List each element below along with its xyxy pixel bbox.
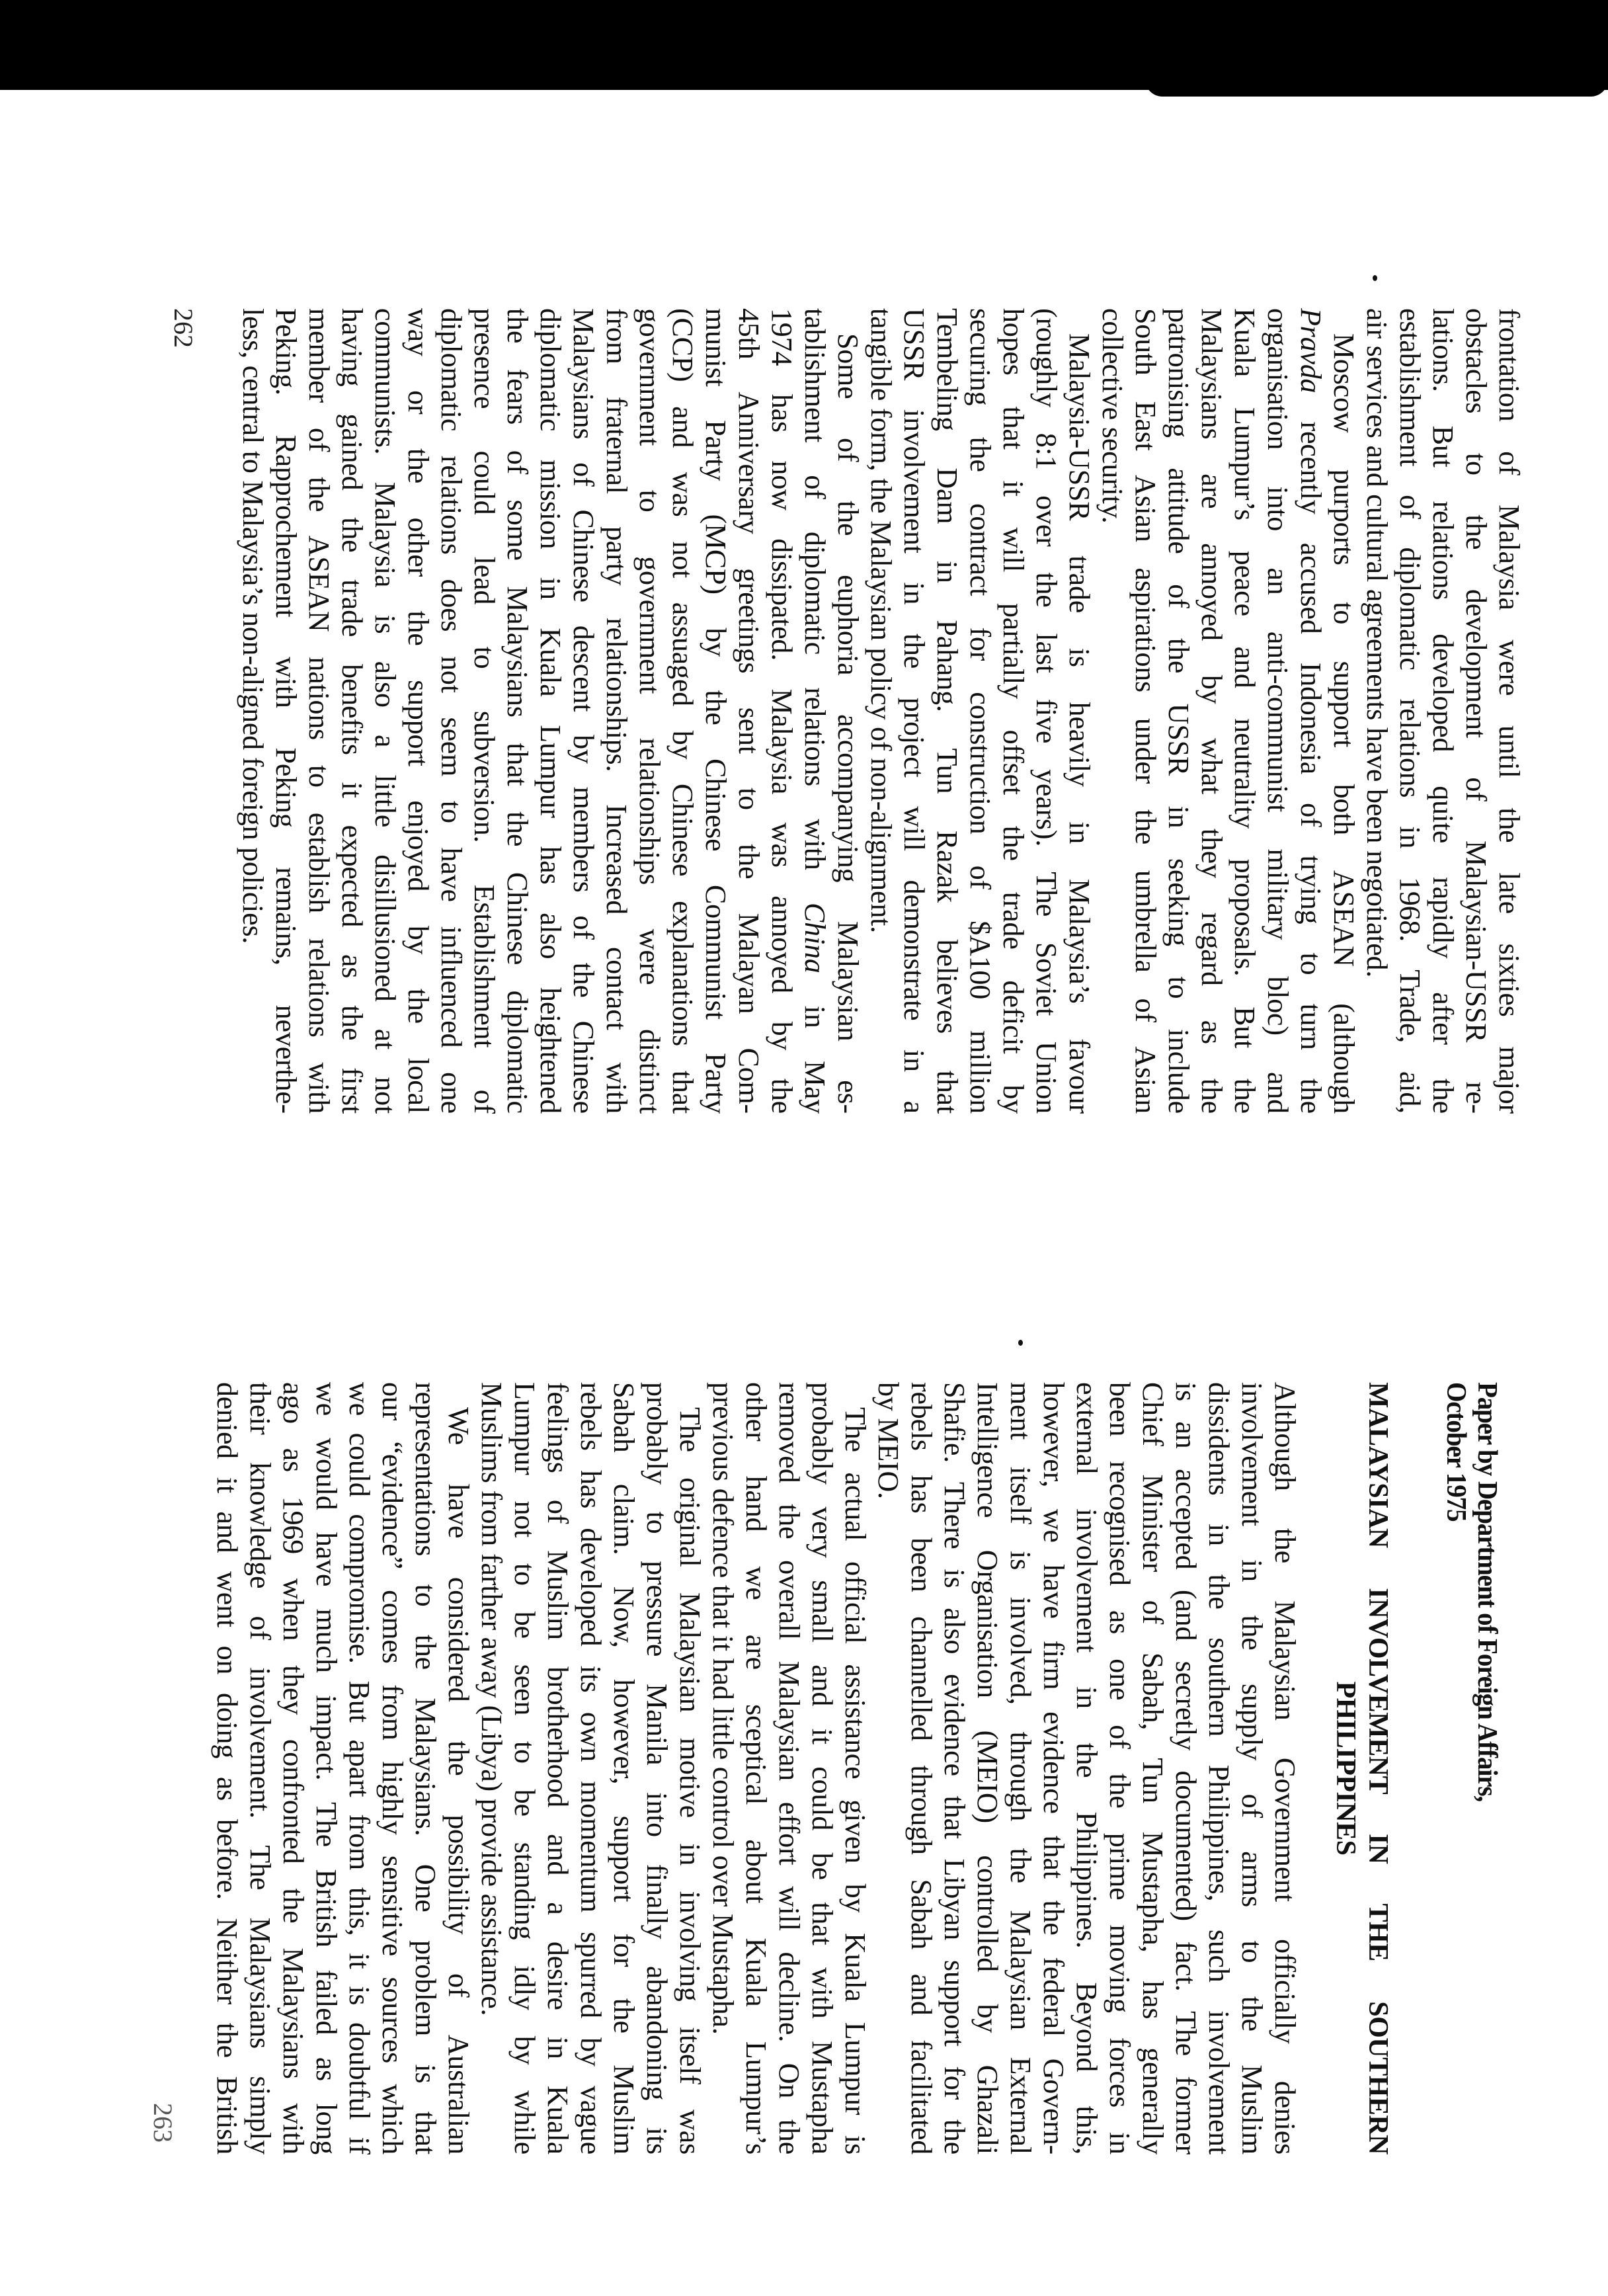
- text-segment: Intelligence Organisation (MEIO) controlled by Ghazali: [971, 1382, 1004, 2154]
- text-line: [567, 308, 600, 1114]
- text-segment: the fears of some Malaysians that the Chinese diplomatic: [501, 308, 534, 1114]
- text-line: [607, 1382, 640, 2154]
- text-segment: USSR involvement in the project will demonstrate in a: [898, 308, 930, 1114]
- text-line: [871, 1382, 904, 2154]
- article-body: [210, 1382, 1301, 2154]
- page-number-right: 263: [148, 2103, 178, 2143]
- text-segment: is an accepted (and secretly documented) fact. The former: [1170, 1382, 1202, 2154]
- text-segment: ment itself is involved, through the Malaysian External: [1004, 1382, 1037, 2154]
- text-segment: Peking. Rapprochement with Peking remains, neverthe-: [270, 308, 302, 1114]
- text-segment: by MEIO.: [872, 1382, 904, 1499]
- text-segment: Moscow purports to support both ASEAN (although: [1328, 333, 1360, 1114]
- text-segment: denied it and went on doing as before. Neither the British: [211, 1382, 243, 2154]
- text-line: [1096, 308, 1129, 1114]
- text-line: [1459, 308, 1492, 1114]
- text-line: [963, 308, 996, 1114]
- text-line: [210, 1382, 243, 2154]
- text-line: [739, 1382, 772, 2154]
- text-line: [904, 1382, 938, 2154]
- byline-date: October 1975: [1441, 1382, 1471, 1522]
- text-segment: lations. But relations developed quite rapidly after the: [1427, 308, 1459, 1114]
- text-line: [1393, 308, 1426, 1114]
- text-segment: less, central to Malaysia’s non-aligned foreign policies.: [237, 308, 269, 944]
- text-line: [1004, 1382, 1037, 2154]
- text-line: [772, 1382, 805, 2154]
- text-segment: from fraternal party relationships. Increased contact with: [600, 308, 633, 1114]
- text-segment: been recognised as one of the prime moving forces in: [1104, 1382, 1136, 2154]
- page-number-left: 262: [169, 308, 198, 348]
- text-line: [699, 308, 732, 1114]
- text-segment: we would have much impact. The British failed as long: [310, 1382, 342, 2154]
- text-segment: Although the Malaysian Government officially denies: [1269, 1382, 1301, 2154]
- text-line: [1103, 1382, 1136, 2154]
- text-line: [897, 308, 930, 1114]
- text-segment: securing the contract for construction of $A100 million: [964, 308, 996, 1114]
- text-segment: feelings of Muslim brotherhood and a desire in Kuala: [542, 1382, 574, 2154]
- text-segment: other hand we are sceptical about Kuala Lumpur’s: [740, 1382, 772, 2154]
- text-line: [971, 1382, 1004, 2154]
- byline: Paper by Department of Foreign Affairs,: [1472, 1382, 1502, 1802]
- text-segment: rebels has been channelled through Sabah and facilitated: [905, 1382, 938, 2154]
- text-line: [864, 308, 897, 1114]
- text-line: [1268, 1382, 1301, 2154]
- text-segment: communists. Malaysia is also a little disillusioned at not: [369, 308, 401, 1114]
- text-segment: external involvement in the Philippines. Beyond this,: [1070, 1382, 1103, 2154]
- text-line: [1202, 1382, 1235, 2154]
- text-segment: China: [799, 903, 831, 973]
- text-segment: previous defence that it had little control over Mustapha.: [707, 1382, 739, 2035]
- text-line: [1063, 308, 1096, 1114]
- text-segment: 45th Anniversary greetings sent to the Malayan Com-: [733, 308, 765, 1114]
- article-title-continued: PHILIPPINES: [1330, 1681, 1361, 1856]
- text-line: [309, 1382, 342, 2154]
- text-line: [475, 1382, 508, 2154]
- text-line: [534, 308, 567, 1114]
- text-segment: tablishment of diplomatic relations with: [799, 308, 831, 903]
- text-line: [1070, 1382, 1103, 2154]
- text-segment: government to government relationships were distinct: [633, 308, 666, 1114]
- text-segment: their knowledge of involvement. The Malaysians simply: [244, 1382, 276, 2154]
- text-line: [640, 1382, 673, 2154]
- text-segment: munist Party (MCP) by the Chinese Communist Party: [700, 308, 732, 1114]
- text-segment: Lumpur not to be seen to be standing idly by while: [508, 1382, 541, 2154]
- text-line: [1360, 308, 1393, 1114]
- text-segment: patronising attitude of the USSR in seeking to include: [1162, 308, 1195, 1114]
- text-line: [1426, 308, 1459, 1114]
- text-segment: probably to pressure Manila into finally abandoning its: [641, 1382, 673, 2154]
- text-line: [1294, 308, 1327, 1114]
- text-segment: involvement in the supply of arms to the Muslim: [1236, 1382, 1268, 2154]
- text-line: [302, 308, 335, 1114]
- text-line: [996, 308, 1029, 1114]
- text-line: [1235, 1382, 1268, 2154]
- text-line: [434, 308, 467, 1114]
- text-line: [633, 308, 666, 1114]
- text-segment: obstacles to the development of Malaysian-USSR re-: [1460, 308, 1492, 1114]
- text-line: [930, 308, 963, 1114]
- text-line: [269, 308, 302, 1114]
- text-line: [600, 308, 633, 1114]
- text-segment: We have considered the possibility of Australian: [442, 1407, 475, 2154]
- text-line: [666, 308, 699, 1114]
- text-segment: The original Malaysian motive in involving itself was: [674, 1407, 706, 2154]
- text-line: [938, 1382, 971, 2154]
- text-line: [732, 308, 765, 1114]
- text-line: [1195, 308, 1228, 1114]
- text-line: [508, 1382, 541, 2154]
- text-line: [243, 1382, 276, 2154]
- text-line: [706, 1382, 739, 2154]
- text-segment: probably very small and it could be that with Mustapha: [806, 1382, 838, 2154]
- text-line: [1492, 308, 1525, 1114]
- right-page: [210, 1382, 1502, 2154]
- text-segment: our “evidence” comes from highly sensitive sources which: [376, 1382, 409, 2154]
- text-line: [335, 308, 368, 1114]
- text-line: [442, 1382, 475, 2154]
- text-line: [541, 1382, 574, 2154]
- text-segment: way or the other the support enjoyed by the local: [402, 308, 434, 1114]
- text-segment: Muslims from farther away (Libya) provide assistance.: [475, 1382, 508, 2016]
- text-line: [501, 308, 534, 1114]
- text-segment: (roughly 8:1 over the last five years). The Soviet Union: [1030, 308, 1063, 1114]
- text-segment: ago as 1969 when they confronted the Malaysians with: [277, 1382, 309, 2154]
- text-segment: we could compromise. But apart from this, it is doubtful if: [343, 1382, 376, 2154]
- text-line: [831, 308, 864, 1114]
- text-segment: South East Asian aspirations under the umbrella of Asian: [1129, 308, 1162, 1114]
- text-segment: Shafie. There is also evidence that Libyan support for the: [938, 1382, 971, 2154]
- text-segment: Kuala Lumpur’s peace and neutrality proposals. But the: [1228, 308, 1261, 1114]
- text-line: [467, 308, 501, 1114]
- text-line: [1136, 1382, 1169, 2154]
- text-line: [574, 1382, 607, 2154]
- text-segment: tangible form, the Malaysian policy of non-alignment.: [865, 308, 897, 933]
- text-segment: organisation into an anti-communist military bloc) and: [1262, 308, 1294, 1114]
- text-segment: however, we have firm evidence that the federal Govern-: [1037, 1382, 1070, 2154]
- text-segment: Malaysians are annoyed by what they regard as the: [1195, 308, 1228, 1114]
- text-line: [1129, 308, 1162, 1114]
- text-line: [673, 1382, 706, 2154]
- text-segment: Malaysia-USSR trade is heavily in Malaysia’s favour: [1063, 333, 1096, 1114]
- left-page: [236, 308, 1525, 1114]
- text-line: [1261, 308, 1294, 1114]
- article-title: MALAYSIAN INVOLVEMENT IN THE SOUTHERN: [1363, 1382, 1393, 2154]
- text-segment: Tembeling Dam in Pahang. Tun Razak believes that: [931, 308, 963, 1114]
- text-segment: (CCP) and was not assuaged by Chinese explanations that: [666, 308, 699, 1114]
- text-line: [1228, 308, 1261, 1114]
- text-segment: establishment of diplomatic relations in 1968. Trade, aid,: [1394, 308, 1426, 1114]
- text-line: [1037, 1382, 1070, 2154]
- text-segment: frontation of Malaysia were until the late sixties major: [1493, 308, 1525, 1114]
- text-segment: 1974 has now dissipated. Malaysia was annoyed by the: [766, 308, 798, 1114]
- text-segment: removed the overall Malaysian effort will decline. On the: [773, 1382, 805, 2154]
- text-line: [368, 308, 401, 1114]
- text-line: [838, 1382, 871, 2154]
- text-line: [409, 1382, 442, 2154]
- text-segment: Sabah claim. Now, however, support for the Muslim: [608, 1382, 640, 2154]
- text-line: [342, 1382, 376, 2154]
- text-line: [1327, 308, 1360, 1114]
- text-segment: Pravda: [1295, 308, 1327, 393]
- text-segment: air services and cultural agreements have been negotiated.: [1361, 308, 1393, 978]
- text-segment: diplomatic relations does not seem to have influenced one: [435, 308, 467, 1114]
- text-line: [1029, 308, 1063, 1114]
- text-segment: having gained the trade benefits it expected as the first: [336, 308, 368, 1114]
- text-segment: diplomatic mission in Kuala Lumpur has also heightened: [534, 308, 567, 1114]
- text-segment: The actual official assistance given by Kuala Lumpur is: [839, 1407, 871, 2154]
- text-line: [805, 1382, 838, 2154]
- text-line: [401, 308, 434, 1114]
- text-segment: hopes that it will partially offset the trade deficit by: [997, 308, 1029, 1114]
- text-line: [1169, 1382, 1202, 2154]
- text-line: [236, 308, 269, 1114]
- text-segment: in May: [799, 973, 831, 1114]
- text-segment: Some of the euphoria accompanying Malaysian es-: [832, 333, 864, 1114]
- text-line: [376, 1382, 409, 2154]
- text-segment: Malaysians of Chinese descent by members of the Chinese: [567, 308, 600, 1114]
- text-segment: rebels has developed its own momentum spurred by vague: [575, 1382, 607, 2154]
- text-segment: recently accused Indonesia of trying to turn the: [1295, 393, 1327, 1114]
- text-line: [765, 308, 798, 1114]
- text-segment: collective security.: [1096, 308, 1129, 524]
- text-segment: Chief Minister of Sabah, Tun Mustapha, has generally: [1137, 1382, 1169, 2154]
- text-line: [1162, 308, 1195, 1114]
- text-segment: dissidents in the southern Philippines, such involvement: [1203, 1382, 1235, 2154]
- text-segment: member of the ASEAN nations to establish relations with: [303, 308, 335, 1114]
- text-line: [276, 1382, 309, 2154]
- text-line: [798, 308, 831, 1114]
- text-segment: representations to the Malaysians. One problem is that: [409, 1382, 442, 2154]
- text-segment: presence could lead to subversion. Establishment of: [468, 308, 501, 1114]
